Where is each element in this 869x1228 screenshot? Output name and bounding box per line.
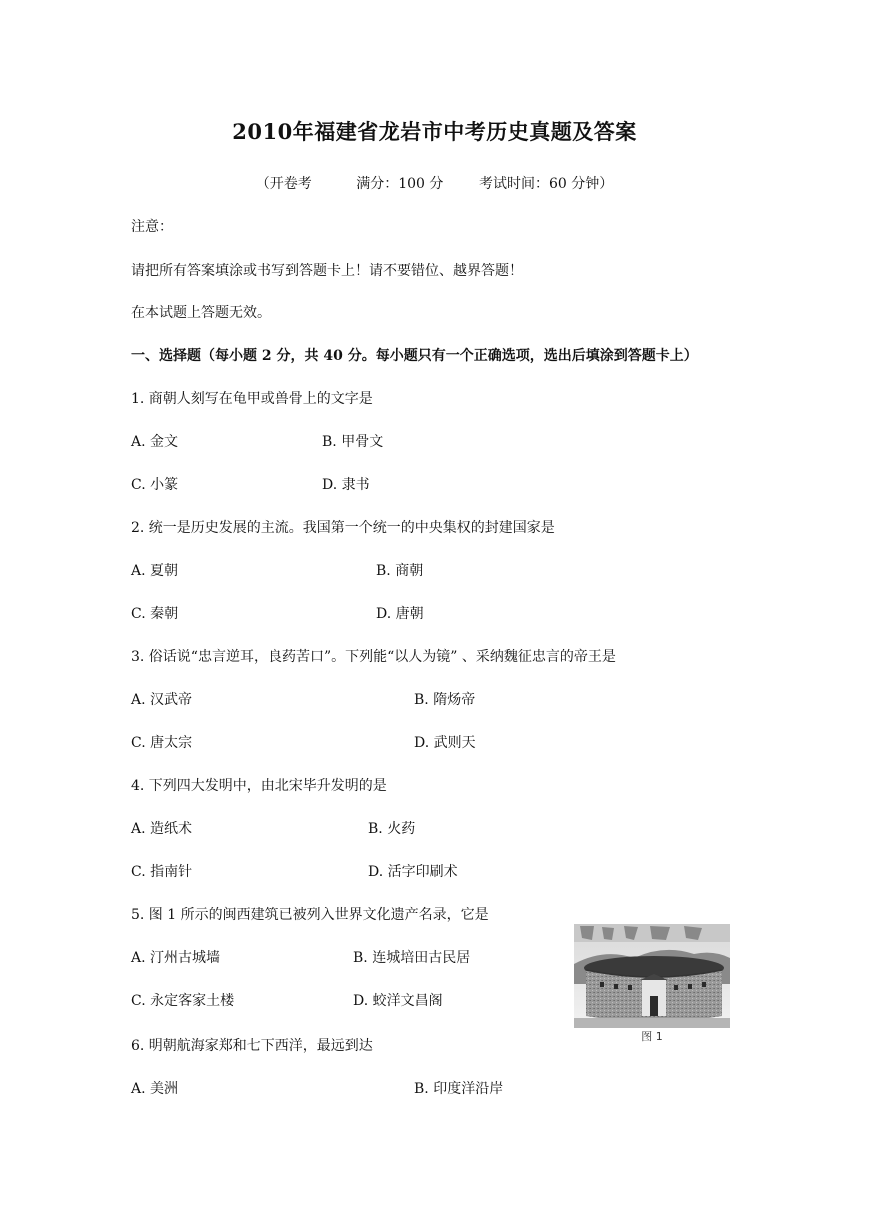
option: C. 指南针 (131, 864, 193, 880)
option: D. 武则天 (414, 735, 476, 751)
option: A. 汀州古城墙 (131, 950, 221, 966)
option: A. 造纸术 (131, 821, 193, 837)
option: B. 印度洋沿岸 (414, 1081, 504, 1097)
question-text: 4. 下列四大发明中，由北宋毕升发明的是 (131, 778, 387, 794)
figure-1 (574, 924, 730, 1044)
question-text: 1. 商朝人刻写在龟甲或兽骨上的文字是 (131, 391, 373, 407)
section-heading: 一、选择题（每小题 2 分，共 40 分。每小题只有一个正确选项，选出后填涂到答题卡上） (131, 348, 698, 364)
note-line: 在本试题上答题无效。 (131, 305, 271, 321)
option: D. 蛟洋文昌阁 (353, 993, 443, 1009)
option: A. 夏朝 (131, 563, 179, 579)
option: A. 金文 (131, 434, 179, 450)
option: A. 汉武帝 (131, 692, 193, 708)
option: B. 甲骨文 (322, 434, 384, 450)
option: A. 美洲 (131, 1081, 179, 1097)
question-text: 6. 明朝航海家郑和七下西洋，最远到达 (131, 1038, 373, 1054)
option: B. 连城培田古民居 (353, 950, 471, 966)
question-text: 3. 俗话说“忠言逆耳，良药苦口”。下列能“以人为镜” 、采纳魏征忠言的帝王是 (131, 649, 616, 665)
option: C. 唐太宗 (131, 735, 193, 751)
figure-caption: 图 1 (641, 1030, 663, 1043)
option: B. 商朝 (376, 563, 424, 579)
option: C. 小篆 (131, 477, 179, 493)
question-text: 2. 统一是历史发展的主流。我国第一个统一的中央集权的封建国家是 (131, 520, 555, 536)
option: D. 活字印刷术 (368, 864, 458, 880)
option: D. 隶书 (322, 477, 370, 493)
note-line: 请把所有答案填涂或书写到答题卡上！请不要错位、越界答题！ (131, 263, 523, 279)
tulou-photo-icon (574, 924, 730, 1028)
question-text: 5. 图 1 所示的闽西建筑已被列入世界文化遗产名录，它是 (131, 907, 489, 923)
option: B. 火药 (368, 821, 416, 837)
note-heading: 注意： (131, 219, 173, 235)
option: C. 秦朝 (131, 606, 179, 622)
option: B. 隋炀帝 (414, 692, 476, 708)
page-title: 2010年福建省龙岩市中考历史真题及答案 (232, 119, 637, 144)
exam-info: （开卷考 满分：100 分 考试时间：60 分钟） (255, 176, 614, 192)
option: C. 永定客家土楼 (131, 993, 235, 1009)
option: D. 唐朝 (376, 606, 424, 622)
